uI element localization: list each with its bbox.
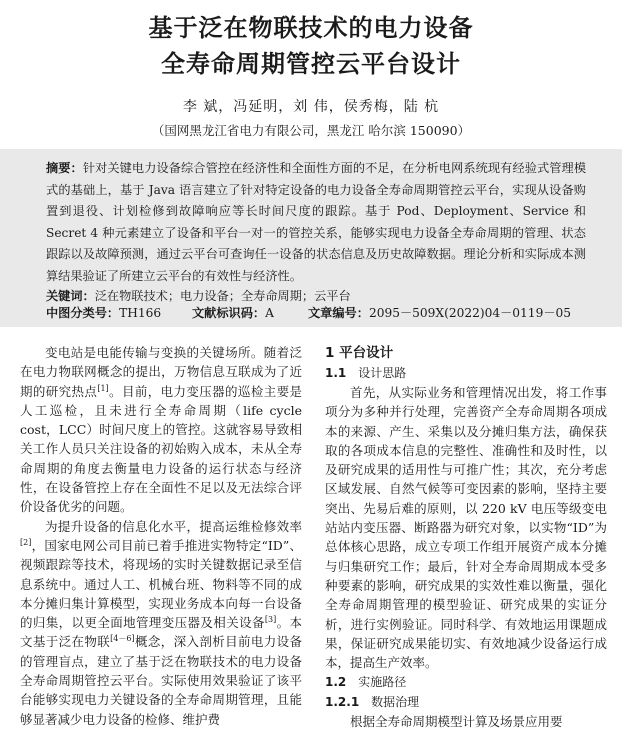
abstract-label: 摘要：: [46, 161, 83, 175]
keywords: [46, 287, 586, 304]
document-code: 文献标识码：A: [192, 306, 274, 320]
section-heading-1-2-1: 1.2.1 数据治理: [325, 695, 420, 710]
article-number: 文章编号：2095－509X(2022)04－0119－05: [308, 306, 572, 320]
classification-line: [46, 304, 586, 322]
keywords-label: 关键词：: [46, 289, 95, 303]
citation: [3]: [264, 615, 277, 624]
abstract-text: 针对关键电力设备综合管控在经济性和全面性方面的不足，在分析电网系统现有经验式管理模式的基础上，基于 Java 语言建立了针对特定设备的电力设备全寿命周期管控云平台，实现从设备购置到退役、计划检修到故障响应等长时间尺度的跟踪。基于 Pod、Deployment、Service 和 Secret 4 种元素建立了设备和平台一对一的管控关系，能够实现电力设备全寿命周期的管理、状态跟踪以及故障预测，通过云平台可查询任一设备的状态信息及历史故障数据。理论分析和实际成本测算结果验证了所建立云平台的有效性与经济性。: [46, 161, 587, 283]
citation: [2]: [20, 537, 32, 547]
affiliation: （国网黑龙江省电力有限公司，黑龙江 哈尔滨 150090）: [151, 123, 471, 138]
authors: 李 斌，冯延明，刘 伟，侯秀梅，陆 杭: [182, 99, 440, 115]
intro-paragraph-1: 变电站是电能传输与变换的关键场所。随着泛在电力物联网概念的提出，万物信息互联成为了近期的研究热点[1]。目前，电力变压器的巡检主要是人工巡检，且未进行全寿命周期（life cycle cost，LCC）时间尺度上的管控。这就容易导致相关工作人员只关注设备的初始购入成本，未从全寿命周期的角度去衡量电力设备的运行状态与经济性，在设备管控上存在全面性不足以及无法综合评价设备优劣的问题。: [20, 345, 302, 515]
right-column: [325, 343, 607, 732]
section-heading-1: 1 平台设计: [325, 345, 394, 361]
citation: [4－6]: [110, 634, 135, 644]
paper-title-line-2: 全寿命周期管控云平台设计: [161, 50, 461, 78]
data-governance-paragraph: 根据全寿命周期模型计算及场景应用要: [350, 714, 563, 730]
abstract: [46, 158, 586, 288]
clc-number: 中图分类号：TH166: [46, 306, 162, 320]
citation: [1]: [97, 383, 109, 393]
paper-title-line-1: 基于泛在物联技术的电力设备: [148, 14, 474, 42]
left-column: [20, 343, 302, 729]
keywords-text: 泛在物联技术；电力设备；全寿命周期；云平台: [94, 289, 351, 303]
design-paragraph: 首先，从实际业务和管理情况出发，将工作事项分为多种并行处理，完善资产全寿命周期各项成本的来源、产生、采集以及分摊归集方法，确保获取的各项成本信息的完整性、准确性和及时性，以及研究成果的适用性与可推广性；其次，充分考虑区域发展、自然气候等可变因素的影响，坚持主要突出、先易后难的原则，以 220 kV 电压等级变电站站内变压器、断路器为研究对象，以实物“ID”为总体核心思路，成立专项工作组开展资产成本分摊与归集研究工作；最后，针对全寿命周期成本受多种要素的影响，研究成果的实效性难以衡量，强化全寿命周期管理的模型验证、研究成果的实证分析，进行实例验证。同时科学、有效地运用课题成果，保证研究成果能切实、有效地减少设备运行成本，提高生产效率。: [325, 385, 607, 671]
section-heading-1-2: 1.2 实施路径: [325, 675, 407, 690]
section-heading-1-1: 1.1 设计思路: [325, 366, 407, 380]
intro-paragraph-2: 为提升设备的信息化水平，提高运维检修效率[2]，国家电网公司目前已着手推进实物特定“ID”、视频跟踪等技术，将现场的实时关键数据记录至信息系统中。通过人工、机械台班、物料等不同的成本分摊归集计算模型，实现业务成本向每一台设备的归集，以更全面地管理变压器及相关设备[3]。本文基于泛在物联[4－6]概念，深入剖析目前电力设备的管理盲点，建立了基于泛在物联技术的电力设备全寿命周期管控云平台。实际使用效果验证了该平台能够实现电力关键设备的全寿命周期管理，且能够显著减少电力设备的检修、维护费: [20, 518, 302, 727]
